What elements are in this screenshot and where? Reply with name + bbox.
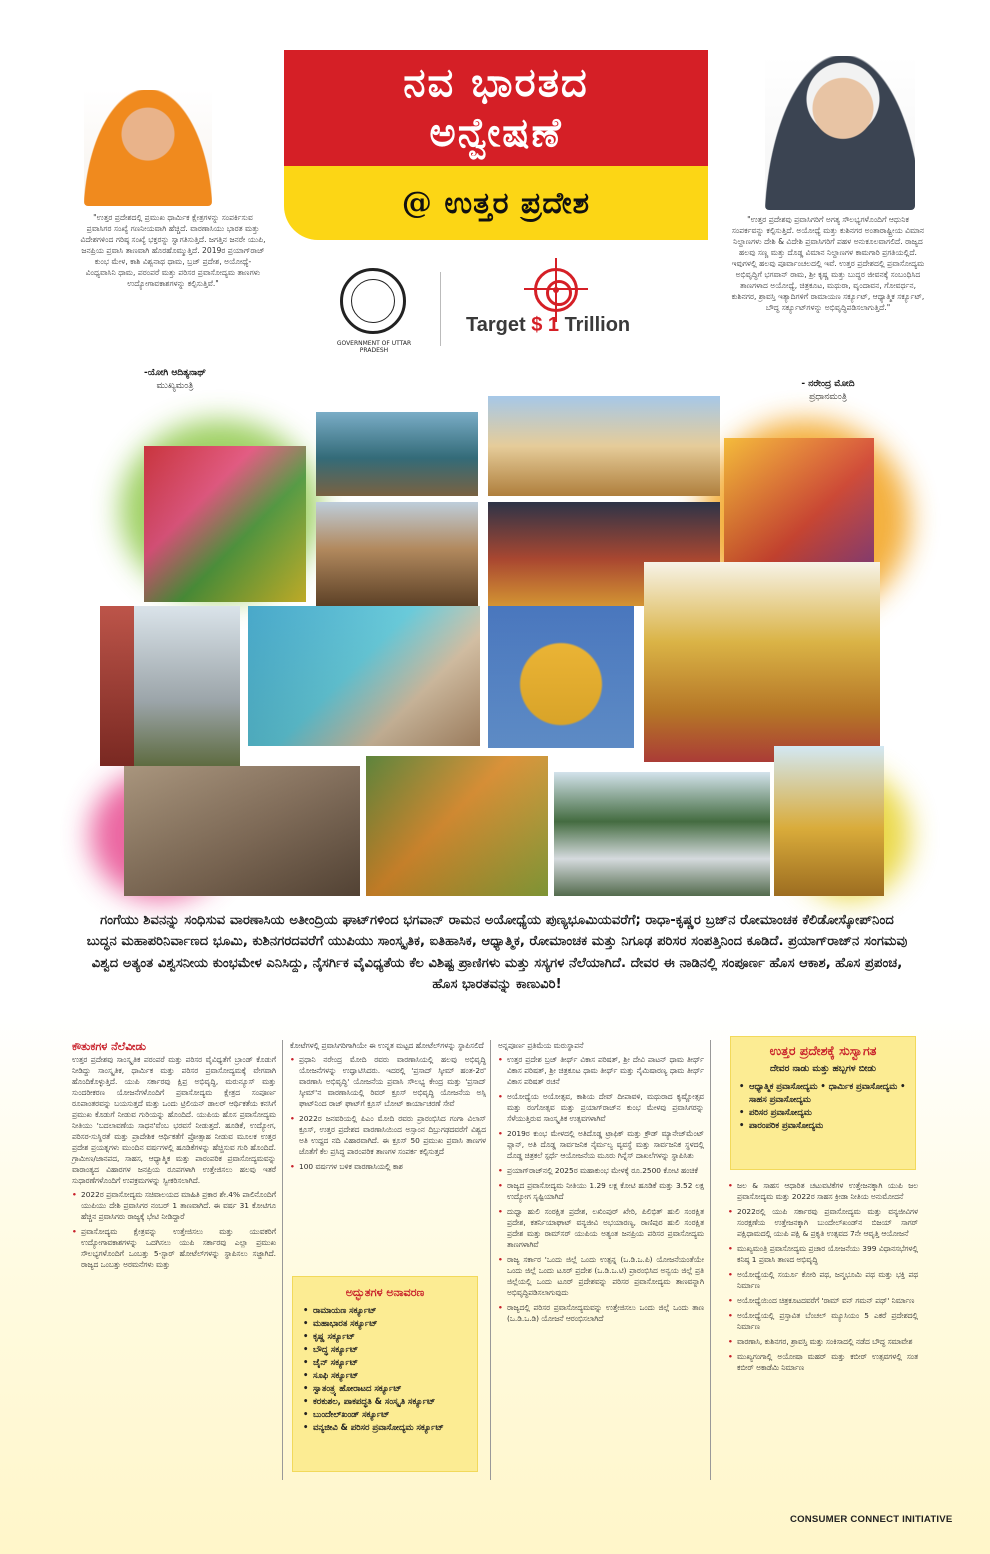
circuits-box [292,1276,478,1472]
buddha-statue-photo [488,606,634,748]
footer-credit: CONSUMER CONNECT INITIATIVE [790,1514,953,1525]
list-item: • ಪ್ರವಾಸೋದ್ಯಮ ಕ್ಷೇತ್ರವನ್ನು ಉತ್ತೇಜಿಸಲು ಮತ್ತು ಯುವಕರಿಗೆ ಉದ್ಯೋಗಾವಕಾಶಗಳನ್ನು ಒದಗಿಸಲು ಯುಪಿ ಸರ್ಕಾರವು ಎಲ್ಲಾ ಪ್ರಮುಖ ಸೌಲಭ್ಯಗಳೊಂದಿಗೆ ಒಂಬತ್ತು 5-ಸ್ಟಾರ್ ಹೋಟೆಲ್‌ಗಳನ್ನು ಸ್ಥಾಪಿಸಲು ಸಜ್ಜಾಗಿದೆ. ರಾಜ್ಯದ ಒಂಬತ್ತು ಅರಮನೆಗಳು ಮತ್ತು [72,1226,276,1270]
column-2 [290,1040,486,1176]
list-item: • ಮುಖ್ಯಮಂತ್ರಿ ಪ್ರವಾಸೋದ್ಯಮ ಪ್ರಚಾರ ಯೋಜನೆಯು 399 ವಿಧಾನಸಭೆಗಳಲ್ಲಿ ಕನಿಷ್ಠ 1 ಪ್ರವಾಸಿ ತಾಣದ ಅಭಿವೃದ್ಧಿ [728,1243,918,1265]
yogi-role: ಮುಖ್ಯಮಂತ್ರಿ [156,381,194,391]
list-item: • ರಾಜ್ಯದಲ್ಲಿ ಪರಿಸರ ಪ್ರವಾಸೋದ್ಯಮವನ್ನು ಉತ್ತೇಜಿಸಲು ಒಂದು ಜಿಲ್ಲೆ ಒಂದು ತಾಣ (ಒ.ಡಿ.ಒ.ಡಿ) ಯೋಜನೆ ಆರಂಭಿಸಲಾಗಿದೆ [498,1302,704,1324]
list-item: • ಆಧ್ಯಾತ್ಮಿಕ ಪ್ರವಾಸೋದ್ಯಮ • ಧಾರ್ಮಿಕ ಪ್ರವಾಸೋದ್ಯಮ • ಸಾಹಸ ಪ್ರವಾಸೋದ್ಯಮ [739,1080,907,1106]
target-text-pre: Target [466,314,532,336]
sarus-crane-photo [134,606,240,766]
list-item: • 2022ರ ಪ್ರವಾಸೋದ್ಯಮ ಸಚಿವಾಲಯದ ಮಾಹಿತಿ ಪ್ರಕಾರ ಶೇ.4% ಪಾಲಿನೊಂದಿಗೆ ಯುಪಿಯು ದೇಶಿ ಪ್ರವಾಸಿಗರ ನಂಬರ್ 1 ತಾಣವಾಗಿದೆ. ಈ ವರ್ಷ 31 ಕೋಟಿಗೂ ಹೆಚ್ಚಿನ ಪ್ರವಾಸಿಗರು ರಾಜ್ಯಕ್ಕೆ ಭೇಟಿ ನೀಡಿದ್ದಾರೆ [72,1189,276,1222]
column-4 [728,1180,918,1377]
list-item: • ದುಧ್ವಾ ಹುಲಿ ಸಂರಕ್ಷಿತ ಪ್ರದೇಶ, ಲಖಿಂಪುರ್ ಖೇರಿ, ಪಿಲಿಭಿತ್ ಹುಲಿ ಸಂರಕ್ಷಿತ ಪ್ರದೇಶ, ಕತರ್ನಿಯಾಘಾಟ್ ವನ್ಯಜೀವಿ ಅಭಯಾರಣ್ಯ, ರಾಣಿಪುರ ಹುಲಿ ಸಂರಕ್ಷಿತ ಪ್ರದೇಶ ಮತ್ತು ರಾಮ್‌ಸರ್ ಯುಪಿಯ ಅತ್ಯಂತ ಜನಪ್ರಿಯ ಪರಿಸರ ಪ್ರವಾಸೋದ್ಯಮ ತಾಣಗಳಾಗಿವೆ [498,1206,704,1250]
intro-paragraph: ಗಂಗೆಯು ಶಿವನನ್ನು ಸಂಧಿಸುವ ವಾರಣಾಸಿಯ ಅತೀಂದ್ರಿಯ ಘಾಟ್‌ಗಳಿಂದ ಭಗವಾನ್ ರಾಮನ ಅಯೋಧ್ಯೆಯ ಪುಣ್ಯಭೂಮಿಯವರೆಗೆ; ರಾಧಾ-ಕೃಷ್ಣರ ಬ್ರಜ್‌ನ ರೋಮಾಂಚಕ ಕೆಲಿಡೋಸ್ಕೋಪ್‌ನಿಂದ ಬುದ್ಧನ ಮಹಾಪರಿನಿರ್ವಾಣದ ಭೂಮಿ, ಕುಶಿನಗರದವರೆಗೆ ಯುಪಿಯು ಸಾಂಸ್ಕೃತಿಕ, ಐತಿಹಾಸಿಕ, ಆಧ್ಯಾತ್ಮಿಕ, ರೋಮಾಂಚಕ ಮತ್ತು ನಿಗೂಢ ಪರಿಸರ ಸಂಪತ್ತಿನಿಂದ ಕೂಡಿದೆ. ಪ್ರಯಾಗ್‌ರಾಜ್‌ನ ಸಂಗಮವು ವಿಶ್ವದ ಅತ್ಯಂತ ವಿಶ್ವಸನೀಯ ಕುಂಭಮೇಳ ಎನಿಸಿದ್ದು, ನೈಸರ್ಗಿಕ ವೈವಿಧ್ಯತೆಯ ಕೆಲ ವಿಶಿಷ್ಟ ಪ್ರಾಣಿಗಳು ಮತ್ತು ಸಸ್ಯಗಳ ನೆಲೆಯಾಗಿದೆ. ದೇವರ ಈ ನಾಡಿನಲ್ಲಿ ಸಂಪೂರ್ಣ ಹೊಸ ಆಕಾಶ, ಹೊಸ ಪ್ರಪಂಚ, ಹೊಸ ಭಾರತವನ್ನು ಕಾಣುವಿರಿ! [86,913,908,993]
circuits-box-title: ಅದ್ಭುತಗಳ ಅನಾವರಣ [345,1286,425,1299]
modi-portrait [765,56,915,210]
golden-temple-photo [644,562,880,762]
col1-heading: ಕೌತುಕಗಳ ನೆಲೆವೀಡು [72,1040,146,1053]
title-line-2: ಅನ್ವೇಷಣೆ [429,109,563,156]
col1-paragraph: ಉತ್ತರ ಪ್ರದೇಶವು ಸಾಂಸ್ಕೃತಿಕ ಪರಂಪರೆ ಮತ್ತು ಪರಿಸರ ವೈವಿಧ್ಯತೆಗೆ ಬ್ರಾಂಡ್ ಕೊಡುಗೆ ನೀಡಿದ್ದು ಸಾಂಸ್ಕೃತಿಕ, ಧಾರ್ಮಿಕ ಮತ್ತು ಪರಿಸರ ಪ್ರವಾಸೋದ್ಯಮಕ್ಕೆ ವೇಗವಾಗಿ ಹೊಂದಿಕೊಳ್ಳುತ್ತಿದೆ. ಯುಪಿ ಸರ್ಕಾರವು ಕ್ಷಿಪ್ರ ಅಭಿವೃದ್ಧಿ, ಮರುನ್ಯೂಸ್ ಮತ್ತು ಸುಂದರೀಕರಣ ಯೋಜನೆಗಳೊಂದಿಗೆ ಪ್ರವಾಸೋದ್ಯಮ ಕ್ಷೇತ್ರದ ಸಂಪೂರ್ಣ ರೂಪಾಂತರವನ್ನು ಬಯಸುತ್ತದೆ ಮತ್ತು ಒಂದು ಟ್ರಿಲಿಯನ್ ಡಾಲರ್ ಆರ್ಥಿಕತೆಯ ಕನಸಿಗೆ ಪ್ರಮುಖ ಕೊಡುಗೆ ನೀಡುವ ಗುರಿಯನ್ನು ಹೊಂದಿದೆ. ಯುಪಿಯ ಹೊಸ ಪ್ರವಾಸೋದ್ಯಮ ನೀತಿಯು 'ಬದಲಾವಣೆಯ ಸಾಧನ'ವೆಂಬ ಭರವಸೆ ನೀಡುತ್ತದೆ. ಹೂಡಿಕೆ, ಉದ್ಯೋಗ, ಪರಿಸರ-ಸುಸ್ಥಿರತೆ ಮತ್ತು ಪ್ರಾದೇಶಿಕ ಆರ್ಥಿಕತೆಗೆ ಪ್ರೋತ್ಸಾಹ ನೀಡುವ ಮೂಲಕ ಉತ್ತರ ಪ್ರದೇಶ ಪ್ರಯತ್ನಗಳು ಮುಂದಿನ ವರ್ಷಗಳಲ್ಲಿ ಹೂಡಿಕೆಗಳನ್ನು ಹೆಚ್ಚಿಸುವ ಗುರಿ ಹೊಂದಿದೆ. ಗ್ರಾಮೀಣ/ಜಾನಪದ, ಸಾಹಸ, ಆಧ್ಯಾತ್ಮಿಕ ಮತ್ತು ಪಾರಂಪರಿಕ ಪ್ರವಾಸೋದ್ಯಮವನ್ನು ವಾರಾಂತ್ಯದ ವಿಹಾರಗಳ ಜನಪ್ರಿಯ ರೂಪಗಳಾಗಿ ಉತ್ತೇಜಿಸಲು ಹಲವು ಇತರೆ ಸುಧಾರಣೆಗಳೊಂದಿಗೆ ಉಪಕ್ರಮಗಳನ್ನು ಸ್ವೀಕರಿಸಲಾಗಿದೆ. [72,1055,276,1185]
yogi-quote: "ಉತ್ತರ ಪ್ರದೇಶದಲ್ಲಿ ಪ್ರಮುಖ ಧಾರ್ಮಿಕ ಕ್ಷೇತ್ರಗಳನ್ನು ಸಂಪರ್ಕಿಸುವ ಪ್ರವಾಸಿಗರ ಸಂಖ್ಯೆ ಗಣನೀಯವಾಗಿ ಹೆಚ್ಚಿದೆ. ವಾರಣಾಸಿಯು ಭಾರತ ಮತ್ತು ವಿದೇಶಗಳಿಂದ ಗರಿಷ್ಠ ಸಂಖ್ಯೆ ಭಕ್ತರನ್ನು ಸ್ವಾಗತಿಸುತ್ತಿದೆ. ಜಗತ್ತಿನ ಜನರೇ ಯುಪಿ, ಜನಪ್ರಿಯ ಪ್ರವಾಸಿ ತಾಣವಾಗಿ ಹೊರಹೊಮ್ಮುತ್ತಿದೆ. 2019ರ ಪ್ರಯಾಗ್‌ರಾಜ್ ಕುಂಭ ಮೇಳ, ಕಾಶಿ ವಿಶ್ವನಾಥ ಧಾಮ, ಬ್ರಜ್ ಪ್ರದೇಶ, ಅಯೋಧ್ಯೆ-ವಿಂಧ್ಯವಾಸಿನಿ ಧಾಮ, ಪರಂಪರೆ ಮತ್ತು ಪರಿಸರ ಪ್ರವಾಸೋದ್ಯಮ ತಾಣಗಳು ಉದ್ಯೋಗಾವಕಾಶಗಳನ್ನು ಕಲ್ಪಿಸುತ್ತಿವೆ." [80,213,266,288]
fort-statue-photo [316,502,478,606]
col3-bullets [498,1054,704,1324]
list-item: • ಸ್ವಾತಂತ್ರ್ಯ ಹೋರಾಟದ ಸರ್ಕ್ಯೂಟ್ [303,1382,467,1395]
col2-bullets [290,1054,486,1172]
list-item: • ಅಯೋಧ್ಯೆಯಲ್ಲಿ ಪ್ರಸ್ತಾವಿತ ಬೆಂಚಲ್ ಮ್ಯೂಸಿಯಂ 5 ಎಕರೆ ಪ್ರದೇಶದಲ್ಲಿ ನಿರ್ಮಾಣ [728,1310,918,1332]
ayodhya-ghat-photo [488,396,720,496]
yogi-portrait [84,90,212,206]
list-item: • ಪಾರಂಪರಿಕ ಪ್ರವಾಸೋದ್ಯಮ [739,1119,907,1132]
yogi-name: -ಯೋಗಿ ಆದಿತ್ಯನಾಥ್ [143,368,207,378]
col1-bullets [72,1189,276,1270]
list-item: • ಬುಂದೇಲ್‌ಖಂಡ್ ಸರ್ಕ್ಯೂಟ್ [303,1408,467,1421]
waterfall-photo [554,772,770,896]
list-item: • ಮುಖ್ಯಗಂಗಾಲ್ಲಿ ಅಯೋಷಾ ಮಹರ್ ಮತ್ತು ಕಬೀರ್ ಉತ್ಸವಗಳಲ್ಲಿ ಸಂತ ಕಬೀರ್ ಅಕಾಡೆಮಿ ನಿರ್ಮಾಣ [728,1351,918,1373]
modi-quote: "ಉತ್ತರ ಪ್ರದೇಶವು ಪ್ರವಾಸಿಗರಿಗೆ ಅಗತ್ಯ ಸೌಲಭ್ಯಗಳೊಂದಿಗೆ ಆಧುನಿಕ ಸಂಪರ್ಕವನ್ನು ಕಲ್ಪಿಸುತ್ತಿದೆ. ಅಯೋಧ್ಯೆ ಮತ್ತು ಕುಶಿನಗರ ಅಂತಾರಾಷ್ಟ್ರೀಯ ವಿಮಾನ ನಿಲ್ದಾಣಗಳು ದೇಶಿ & ವಿದೇಶಿ ಪ್ರವಾಸಿಗರಿಗೆ ಪಹಳ ಅನುಕೂಲವಾಗಲಿದೆ. ರಾಜ್ಯದ ಹಲವು ಸಣ್ಣ ಮತ್ತು ದೊಡ್ಡ ವಿಮಾನ ನಿಲ್ದಾಣಗಳ ಕಾಮಗಾರಿ ಪ್ರಗತಿಯಲ್ಲಿದೆ. ಇವುಗಳಲ್ಲಿ ಹಲವು ಪೂರ್ವಾಂಚಲದಲ್ಲಿ ಇವೆ. ಉತ್ತರ ಪ್ರದೇಶದಲ್ಲಿ ಪ್ರವಾಸೋದ್ಯಮ ಅಭಿವೃದ್ಧಿಗೆ ಭಗವಾನ್ ರಾಮ, ಶ್ರೀ ಕೃಷ್ಣ ಮತ್ತು ಬುದ್ಧರ ಜೀವನಕ್ಕೆ ಸಂಬಂಧಿಸಿದ ತಾಣಗಳಾದ ಅಯೋಧ್ಯೆ, ಚಿತ್ರಕೂಟ, ಮಥುರಾ, ವೃಂದಾವನ, ಗೋವರ್ಧನ, ಕುಶಿನಗರ, ಶ್ರಾವಸ್ತಿ ಇತ್ಯಾದಿಗಳಿಗೆ ರಾಮಾಯಣ ಸರ್ಕ್ಯೂಟ್, ಆಧ್ಯಾತ್ಮಿಕ ಸರ್ಕ್ಯೂಟ್, ಬೌದ್ಧ ಸರ್ಕ್ಯೂಟ್‌ಗಳನ್ನು ಅಭಿವೃದ್ಧಿಪಡಿಸಲಾಗುತ್ತಿದೆ." [731,215,925,312]
welcome-box-subtitle: ದೇವರ ನಾಡು ಮತ್ತು ಹಬ್ಬಗಳ ಬೀಡು [770,1064,876,1074]
logo-divider [440,272,441,346]
col4-bullets [728,1180,918,1373]
column-3 [498,1040,704,1328]
list-item: • ಅಯೋಧ್ಯೆಯ ಅಯೋತ್ಸವ, ಕಾಶಿಯ ದೇವ್ ದೀಪಾವಳಿ, ಮಥುರಾದ ಕೃಷ್ಣೋತ್ಸವ ಮತ್ತು ರಂಗೋತ್ಸವ ಮತ್ತು ಪ್ರಯಾಗ್‌ರಾಜ್‌ನ ಕುಂಭ ಮೇಳವು ಪ್ರವಾಸಿಗರನ್ನು ಸೆಳೆಯುತ್ತಿರುವ ಸಾಂಸ್ಕೃತಿಕ ಉತ್ಸವಗಳಾಗಿವೆ [498,1091,704,1124]
list-item: • ಪ್ರಧಾನಿ ನರೇಂದ್ರ ಮೋದಿ ರವರು ವಾರಣಾಸಿಯಲ್ಲಿ ಹಲವು ಅಭಿವೃದ್ಧಿ ಯೋಜನೆಗಳನ್ನು ಉದ್ಘಾಟಿಸಿದರು. ಇದರಲ್ಲಿ 'ಪ್ರಸಾದ್ ಸ್ಕೀಮ್ ಹಂತ-2ರ' ವಾರಣಾಸಿ ಅಭಿವೃದ್ಧಿ' ಯೋಜನೆಯ ಪ್ರವಾಸಿ ಸೌಲಭ್ಯ ಕೇಂದ್ರ ಮತ್ತು 'ಪ್ರಸಾದ್ ಸ್ಕೀಮ್'ನ ವಾರಣಾಸಿಯಲ್ಲಿ ರಿವರ್ ಕ್ರೂಸ್ ಅಭಿವೃದ್ಧಿ ಯೋಜನೆಯ ಅಸ್ಸಿ ಘಾಟ್‌ನಿಂದ ರಾಜ್ ಘಾಟ್‌ಗೆ ಕ್ರೂಸ್ ಬೋಟ್ ಕಾರ್ಯಾಚರಣೆ ಸೇವೆ [290,1054,486,1109]
column-divider [490,1040,491,1480]
modi-role: ಪ್ರಧಾನಮಂತ್ರಿ [809,392,847,402]
welcome-box [730,1036,916,1170]
seal-emblem-icon [351,279,395,323]
list-item: • ಜೈನ್ ಸರ್ಕ್ಯೂಟ್ [303,1356,467,1369]
list-item: • ವನ್ಯಜೀವಿ & ಪರಿಸರ ಪ್ರವಾಸೋದ್ಯಮ ಸರ್ಕ್ಯೂಟ್ [303,1421,467,1434]
title-line-3: @ ಉತ್ತರ ಪ್ರದೇಶ [401,185,591,221]
list-item: • ರಾಜ್ಯದ ಪ್ರವಾಸೋದ್ಯಮ ನೀತಿಯು 1.29 ಲಕ್ಷ ಕೋಟಿ ಹೂಡಿಕೆ ಮತ್ತು 3.52 ಲಕ್ಷ ಉದ್ಯೋಗ ಸೃಷ್ಟಿಯಾಗಿದೆ [498,1180,704,1202]
list-item: • ರಾಮಾಯಣ ಸರ್ಕ್ಯೂಟ್ [303,1304,467,1317]
list-item: • 2022ರಲ್ಲಿ ಯುಪಿ ಸರ್ಕಾರವು ಪ್ರವಾಸೋದ್ಯಮ ಮತ್ತು ವನ್ಯಜೀವಿಗಳ ಸಂರಕ್ಷಣೆಯ ಉತ್ತೇಜನಕ್ಕಾಗಿ ಬುಂದೇಲ್‌ಖಂಡ್‌ನ ಬಿಜಯ್ ಸಾಗರ್ ಪಕ್ಷಿಧಾಮದಲ್ಲಿ ಯುಪಿ ಪಕ್ಷಿ & ಪ್ರಕೃತಿ ಉತ್ಸವದ 7ನೇ ಆವೃತ್ತಿ ಆಯೋಜನೆ [728,1206,918,1239]
up-government-seal-icon [340,268,406,334]
modi-name: - ನರೇಂದ್ರ ಮೋದಿ [801,379,855,389]
target-icon [534,268,578,312]
target-trillion-logo [466,314,652,337]
list-item: • ಪರಿಸರ ಪ್ರವಾಸೋದ್ಯಮ [739,1106,907,1119]
list-item: • ರಾಜ್ಯ ಸರ್ಕಾರ 'ಒಂದು ಜಿಲ್ಲೆ ಒಂದು ಉತ್ಪನ್ನ (ಒ.ಡಿ.ಒ.ಪಿ) ಯೋಜನೆಯಂತೆಯೇ ಒಂದು ಜಿಲ್ಲೆ ಒಂದು ಟೂರ್ ಪ್ರದೇಶ (ಒ.ಡಿ.ಒ.ಟಿ) ಪ್ರಾರಂಭಿಸಿದ ಅನ್ವಯ ಜಿಲ್ಲೆ ಪ್ರತಿ ಜಿಲ್ಲೆಯಲ್ಲಿ ಒಂದು ಟೂರ್ ಪ್ರದೇಶವನ್ನು ಪರಿಸರ ಪ್ರವಾಸೋದ್ಯಮ ತಾಣವನ್ನಾಗಿ ಅಭಿವೃದ್ಧಿಪಡಿಸಲಾಗುವುದು [498,1254,704,1298]
title-line-1: ನವ ಭಾರತದ [403,59,589,106]
modi-signature [730,378,926,404]
yogi-signature [80,367,270,393]
list-item: • 100 ವರ್ಷಗಳ ಬಳಿಕ ವಾರಣಾಸಿಯಲ್ಲಿ ಕಾಶ [290,1161,486,1172]
list-item: • ಉತ್ತರ ಪ್ರದೇಶ ಬ್ರಜ್ ತೀರ್ಥ್ ವಿಕಾಸ ಪರಿಷತ್, ಶ್ರೀ ದೇವಿ ಪಾಟನ್ ಧಾಮ ತೀರ್ಥ್ ವಿಕಾಸ ಪರಿಷತ್, ಶ್ರೀ ಚಿತ್ರಕೂಟ ಧಾಮ ತೀರ್ಥ್ ಮತ್ತು ನೈಮಿಷಾರಣ್ಯ ಧಾಮ ತೀರ್ಥ್ ವಿಕಾಸ ಪರಿಷತ್ ರಚನೆ [498,1054,704,1087]
list-item: • ಅಯೋಧ್ಯೆಯಿಂದ ಚಿತ್ರಕೂಟದವರೆಗೆ 'ರಾಮ್ ವನ್ ಗಮನ್ ಪಥ್' ನಿರ್ಮಾಣ [728,1295,918,1306]
rock-carving-photo [124,766,360,896]
column-divider [710,1040,711,1480]
list-item: • ಕರಕುಶಲ, ಪಾಕಪದ್ಧತಿ & ಸಂಸ್ಕೃತಿ ಸರ್ಕ್ಯೂಟ್ [303,1395,467,1408]
column-divider [282,1040,283,1480]
tiger-photo [366,756,548,896]
col3-paragraph: ಅನ್ನಪೂರ್ಣ ಪ್ರತಿಮೆಯ ಮರುಸ್ಥಾಪನೆ [498,1041,584,1050]
list-item: • ವಾರಣಾಸಿ, ಕುಶಿನಗರ, ಶ್ರಾವಸ್ತಿ ಮತ್ತು ಸಂಕಿಸಾದಲ್ಲಿ ನಡೆದ ಬೌದ್ಧ ಸಮಾವೇಶ [728,1336,918,1347]
list-item: • 2019ರ ಕುಂಭ ಮೇಳದಲ್ಲಿ ಅತಿದೊಡ್ಡ ಟ್ರಾಫಿಕ್ ಮತ್ತು ಕ್ರೌಡ್ ಮ್ಯಾನೇಜ್‌ಮೆಂಟ್ ಪ್ಲಾನ್, ಅತಿ ದೊಡ್ಡ ಸಾರ್ವಜನಿಕ ನೈರ್ಮಲ್ಯ ವ್ಯವಸ್ಥೆ ಮತ್ತು ಸಾರ್ವಜನಿಕ ಸ್ಥಳದಲ್ಲಿ ದೊಡ್ಡ ಚಿತ್ರಕಲೆ ಸ್ಪರ್ಧೆ ಆಯೋಜನೆಯ ಮೂರು ಗಿನ್ನೆಸ್ ದಾಖಲೆಗಳನ್ನು ಸ್ಥಾಪಿಸಿತು [498,1128,704,1161]
title-banner [284,50,708,166]
list-item: • ಕೃಷ್ಣ ಸರ್ಕ್ಯೂಟ್ [303,1330,467,1343]
clock-tower-photo [100,606,134,766]
list-item: • ಪ್ರಯಾಗ್‌ರಾಜ್‌ನಲ್ಲಿ 2025ರ ಮಹಾಕುಂಭ ಮೇಳಕ್ಕೆ ರೂ.2500 ಕೋಟಿ ಹಂಚಿಕೆ [498,1165,704,1176]
column-1 [72,1040,276,1274]
list-item: • ಜಲ & ಸಾಹಸ ಆಧಾರಿತ ಚಟುವಟಿಕೆಗಳ ಉತ್ತೇಜನಕ್ಕಾಗಿ ಯುಪಿ ಜಲ ಪ್ರವಾಸೋದ್ಯಮ ಮತ್ತು 2022ರ ಸಾಹಸ ಕ್ರೀಡಾ ನೀತಿಯ ಅನುಮೋದನೆ [728,1180,918,1202]
tourism-types-list [739,1080,907,1132]
river-ghat-aerial-photo [316,412,478,496]
target-text-amount: $ 1 [531,314,560,336]
list-item: • ಬೌದ್ಧ ಸರ್ಕ್ಯೂಟ್ [303,1343,467,1356]
list-item: • ಸೂಫಿ ಸರ್ಕ್ಯೂಟ್ [303,1369,467,1382]
target-text-post: Trillion [559,314,631,336]
kumbh-sangam-photo [248,606,480,746]
list-item: • 2022ರ ಜನವರಿಯಲ್ಲಿ ಪಿಎಂ ಮೋದಿ ರವರು ಪ್ರಾರಂಭಿಸಿದ ಗಂಗಾ ವಿಲಾಸ್ ಕ್ರೂಸ್, ಉತ್ತರ ಪ್ರದೇಶದ ವಾರಣಾಸಿಯಿಂದ ಅಸ್ಸಾಂನ ದಿಬ್ರುಗಢದವರೆಗೆ ವಿಶ್ವದ ಅತಿ ಉದ್ದದ ನದಿ ವಿಹಾರವಾಗಿದೆ. ಈ ಕ್ರೂಸ್ 50 ಪ್ರಮುಖ ಪ್ರವಾಸಿ ತಾಣಗಳ ಜೊತೆಗೆ ಕೆಲ ಪ್ರಸಿದ್ಧ ಪಾರಂಪರಿಕ ತಾಣಗಳ ಸಂಪರ್ಕ ಕಲ್ಪಿಸುತ್ತದೆ [290,1113,486,1157]
list-item: • ಅಯೋಧ್ಯೆಯಲ್ಲಿ ಸರ್ಯೂ ಕೋರಿ ಪಥ, ಜನ್ಮಭೂಮಿ ಪಥ ಮತ್ತು ಭಕ್ತಿ ಪಥ ನಿರ್ಮಾಣ [728,1269,918,1291]
title-subbanner [284,166,708,240]
col2-paragraph: ಕೋಟೆಗಳಲ್ಲಿ ಪ್ರವಾಸಿಗರಿಗಾಗಿಯೇ ಈ ಉನ್ನತ ಮಟ್ಟದ ಹೋಟೆಲ್‌ಗಳನ್ನು ಸ್ಥಾಪಿಸಲಿದೆ [290,1041,484,1050]
seal-text: GOVERNMENT OF UTTAR PRADESH [336,340,412,354]
circuits-list [303,1304,467,1434]
list-item: • ಮಹಾಭಾರತ ಸರ್ಕ್ಯೂಟ್ [303,1317,467,1330]
holi-crowd-photo [144,446,306,602]
welcome-box-title: ಉತ್ತರ ಪ್ರದೇಶಕ್ಕೆ ಸುಸ್ವಾಗತ [769,1043,877,1058]
golden-pagoda-photo [774,746,884,896]
